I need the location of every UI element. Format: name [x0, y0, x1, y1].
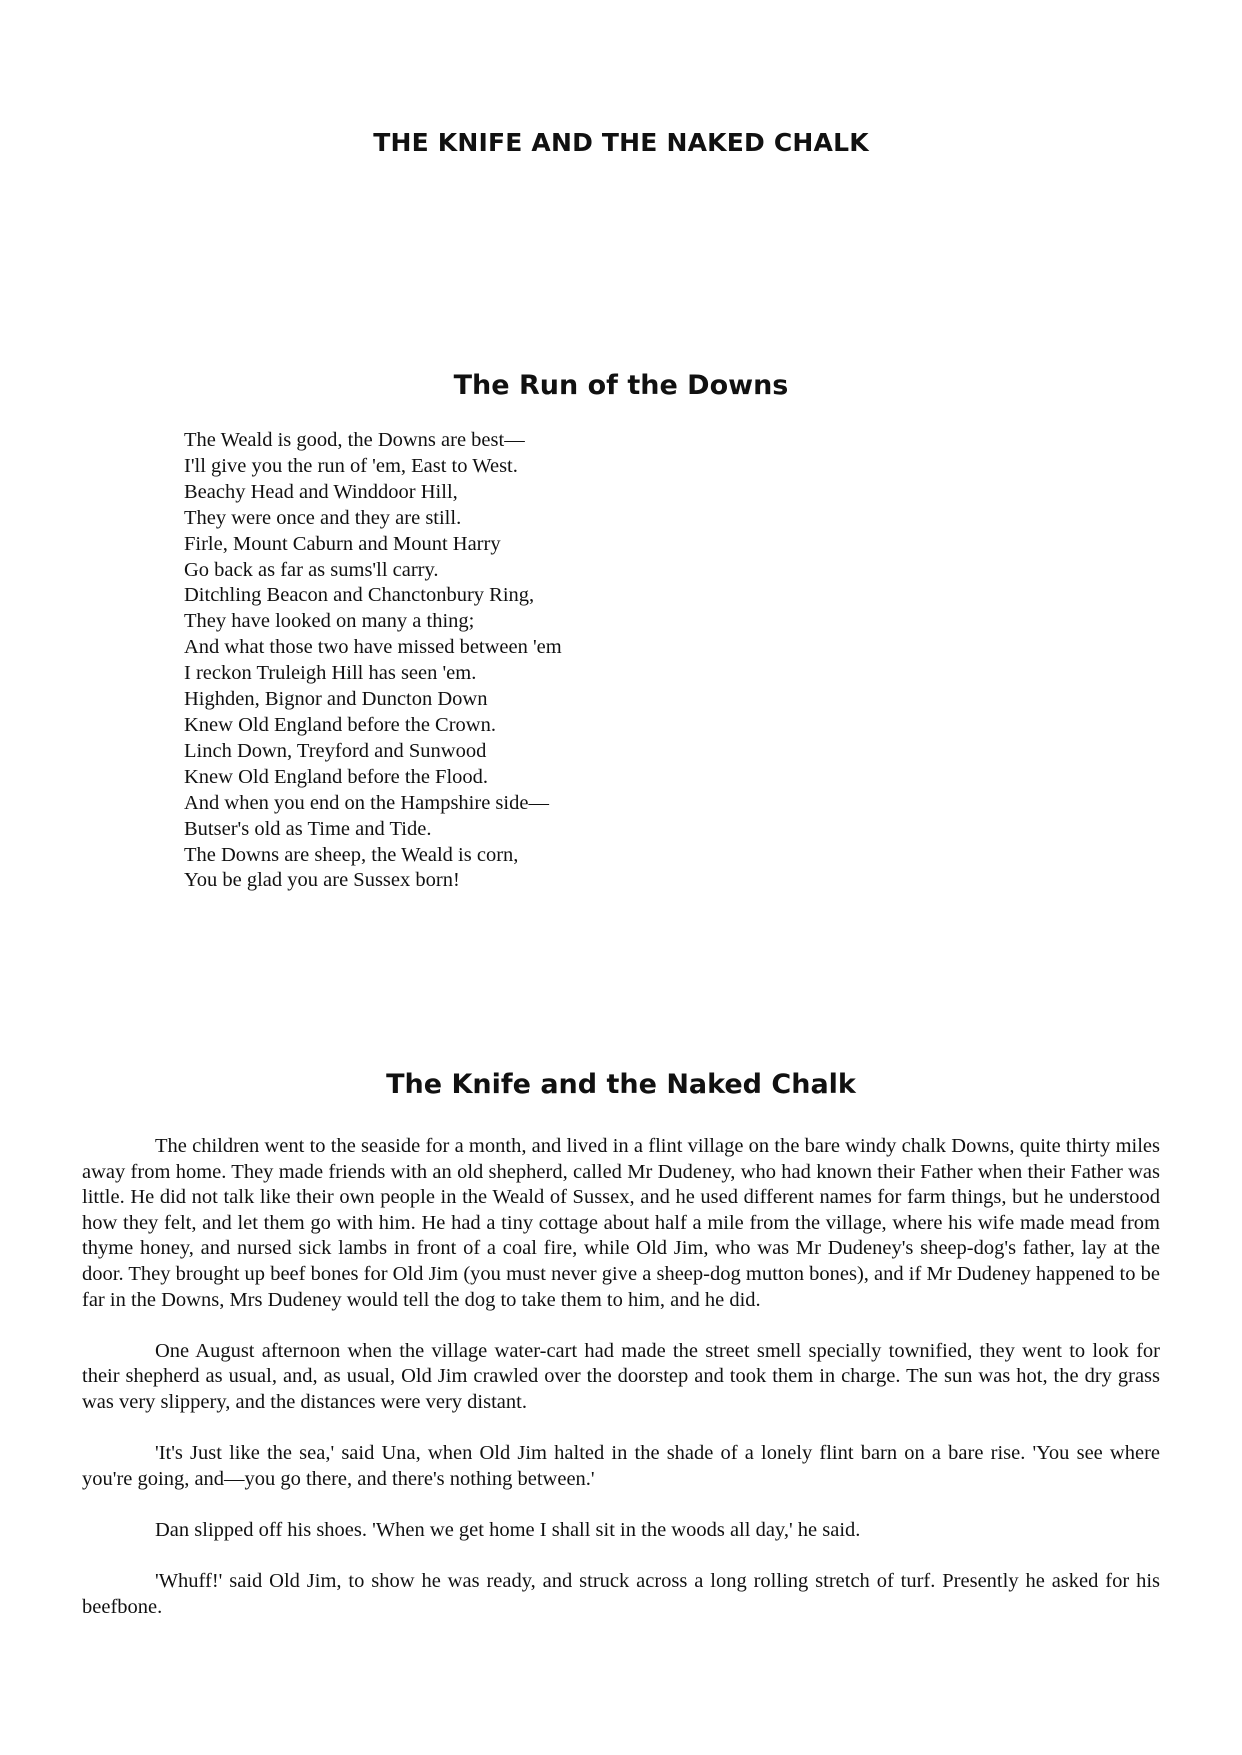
book-title: THE KNIFE AND THE NAKED CHALK: [373, 128, 869, 157]
paragraph: Dan slipped off his shoes. 'When we get home I shall sit in the woods all day,' he said.: [155, 1518, 861, 1541]
chapter-heading: The Knife and the Naked Chalk: [386, 1069, 856, 1100]
poem-heading: The Run of the Downs: [453, 370, 789, 401]
poem-line: And what those two have missed between 'em: [184, 636, 562, 659]
paragraph: 'It's Just like the sea,' said Una, when Old Jim halted in the shade of a lonely flint barn on a bare rise. 'You see where you're going, and—you go there, and there's nothing between.': [82, 1442, 1160, 1490]
poem-line: The Downs are sheep, the Weald is corn,: [184, 843, 519, 866]
poem-line: Linch Down, Treyford and Sunwood: [184, 739, 487, 762]
poem-line: Knew Old England before the Flood.: [184, 765, 489, 788]
paragraph: One August afternoon when the village water-cart had made the street smell specially townified, they went to look for their shepherd as usual, and, as usual, Old Jim crawled over the doorstep and took them in charge. The sun was hot, the dry grass was very slippery, and the distances were very distant.: [82, 1339, 1160, 1413]
poem-line: Butser's old as Time and Tide.: [184, 817, 432, 840]
poem-line: Beachy Head and Winddoor Hill,: [184, 480, 458, 503]
poem-line: They have looked on many a thing;: [184, 610, 475, 633]
chapter-body: [82, 1134, 1160, 1646]
poem-line: They were once and they are still.: [184, 506, 462, 529]
poem-line: And when you end on the Hampshire side—: [184, 791, 549, 814]
poem: [184, 428, 562, 894]
poem-line: The Weald is good, the Downs are best—: [184, 429, 525, 451]
poem-line: I reckon Truleigh Hill has seen 'em.: [184, 662, 477, 685]
poem-line: Ditchling Beacon and Chanctonbury Ring,: [184, 584, 535, 607]
poem-line: I'll give you the run of 'em, East to West.: [184, 454, 518, 477]
poem-line: You be glad you are Sussex born!: [184, 869, 460, 892]
poem-line: Knew Old England before the Crown.: [184, 713, 496, 736]
poem-line: Highden, Bignor and Duncton Down: [184, 688, 488, 711]
paragraph: The children went to the seaside for a month, and lived in a flint village on the bare windy chalk Downs, quite thirty miles away from home. They made friends with an old shepherd, called Mr Dudeney, who had known their Father when their Father was little. He did not talk like their own people in the Weald of Sussex, and he used different names for farm things, but he understood how they felt, and let them go with him. He had a tiny cottage about half a mile from the village, where his wife made mead from thyme honey, and nursed sick lambs in front of a coal fire, while Old Jim, who was Mr Dudeney's sheep-dog's father, lay at the door. They brought up beef bones for Old Jim (you must never give a sheep-dog mutton bones), and if Mr Dudeney happened to be far in the Downs, Mrs Dudeney would tell the dog to take them to him, and he did.: [82, 1135, 1160, 1311]
poem-line: Go back as far as sums'll carry.: [184, 558, 439, 581]
paragraph: 'Whuff!' said Old Jim, to show he was ready, and struck across a long rolling stretch of turf. Presently he asked for his beefbone.: [82, 1570, 1160, 1618]
poem-line: Firle, Mount Caburn and Mount Harry: [184, 532, 501, 555]
